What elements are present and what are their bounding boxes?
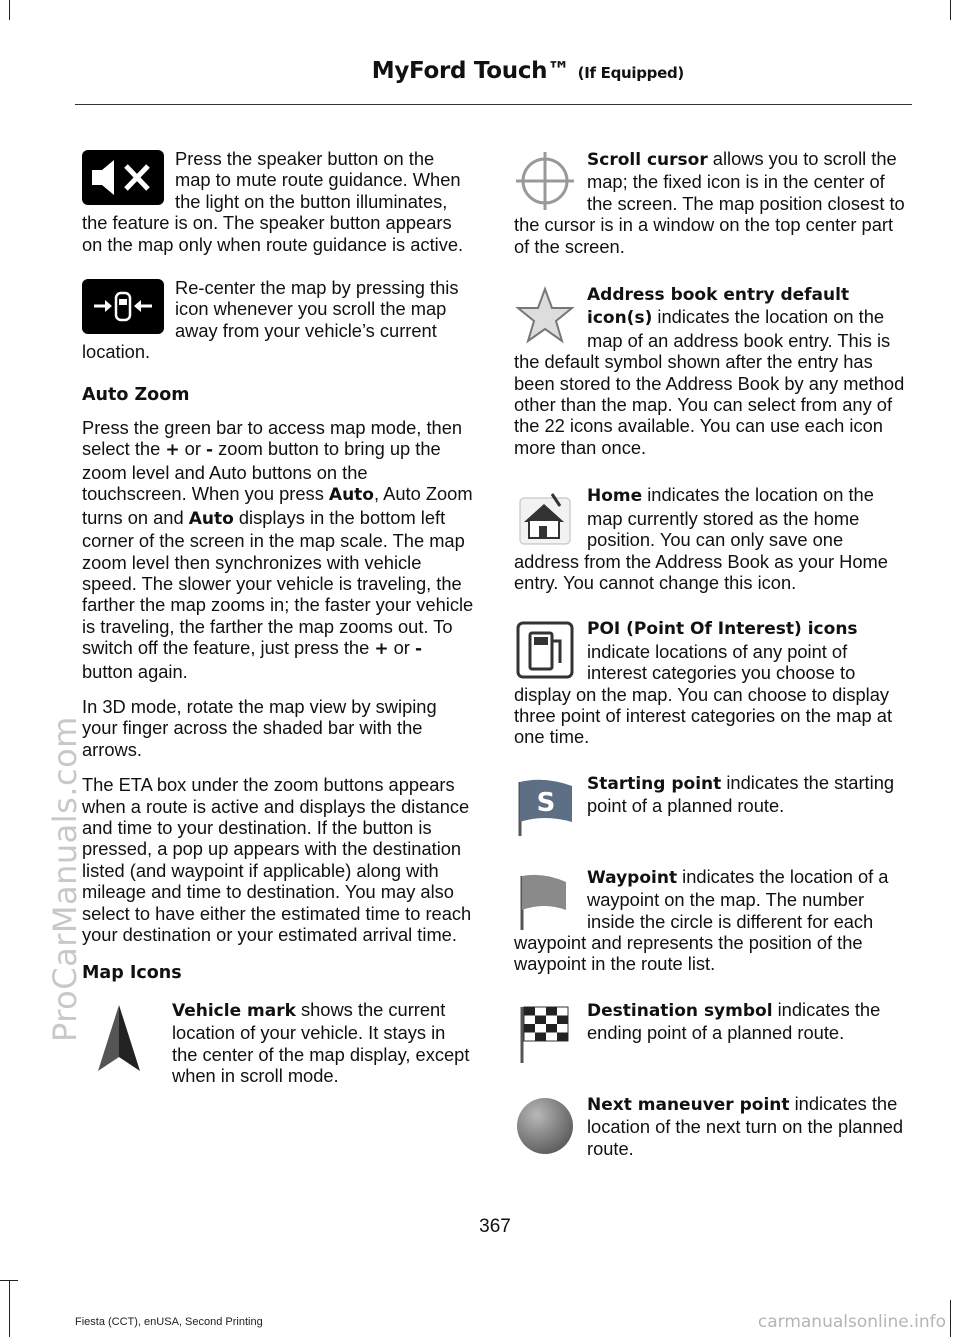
crop-mark xyxy=(950,1300,951,1337)
recenter-item-text: Re-center the map by pressing this icon whenever you scroll the map away from your vehicle’s current location. xyxy=(82,277,459,363)
header-rule xyxy=(75,104,912,105)
fuel-pump-icon xyxy=(514,619,576,681)
waypoint-text: Waypoint indicates the location of a waypoint on the map. The number inside the circle is different for each waypoint and represents the position of the waypoint in the route list. xyxy=(514,865,889,975)
destination-text: Destination symbol indicates the ending point of a planned route. xyxy=(587,998,881,1044)
svg-text:S: S xyxy=(536,787,556,818)
left-column xyxy=(82,148,474,1108)
starting-point-text: Starting point indicates the starting point of a planned route. xyxy=(587,771,895,817)
3d-mode-paragraph: In 3D mode, rotate the map view by swiping your finger across the shaded bar with the arrows. xyxy=(82,695,437,760)
star-icon xyxy=(514,285,576,347)
crop-mark xyxy=(9,1280,10,1337)
crosshair-icon xyxy=(514,150,576,212)
maneuver-ball-icon xyxy=(514,1095,576,1157)
mute-speaker-icon xyxy=(82,150,164,205)
page-number: 367 xyxy=(479,1216,511,1237)
crop-mark xyxy=(0,1280,18,1281)
vehicle-arrow-icon xyxy=(88,1001,150,1076)
eta-paragraph: The ETA box under the zoom buttons appears when a route is active and displays the distance and time to your destination. If the button is pressed, a pop up appears with the destination listed (and waypoint if applicable) along with mileage and time to destination. You may also select to have either the estimated time to reach your destination or your estimated arrival time. xyxy=(82,774,472,945)
home-item xyxy=(514,484,909,593)
sidebar-watermark: ProCarManuals.com xyxy=(46,716,84,1042)
mute-item-text: Press the speaker button on the map to mute route guidance. When the light on the button illuminates, the feature is on. The speaker button appears on the map only when route guidance is active. xyxy=(82,148,464,255)
checkered-flag-icon xyxy=(514,1001,576,1065)
watermark-text: carmanualsonline.info xyxy=(757,1312,946,1332)
home-icon xyxy=(514,486,576,548)
vehicle-mark-text: Vehicle mark shows the current location of your vehicle. It stays in the center of the map display, except when in scroll mode. xyxy=(172,998,470,1087)
home-text: Home indicates the location on the map currently stored as the home position. You can only save one address from the Address Book as your Home entry. You cannot change this icon. xyxy=(514,484,888,593)
starting-point-item xyxy=(514,772,909,838)
footer-text: Fiesta (CCT), enUSA, Second Printing xyxy=(75,1316,263,1328)
scroll-cursor-text: Scroll cursor allows you to scroll the map; the fixed icon is in the center of the screen. The map position closest to the cursor is in a window on the top center part of the screen. xyxy=(514,148,905,257)
scroll-cursor-item xyxy=(514,148,909,257)
destination-item xyxy=(514,999,909,1065)
address-book-item xyxy=(514,283,909,458)
crop-mark xyxy=(9,0,10,20)
start-flag-icon xyxy=(514,774,576,838)
recenter-item xyxy=(82,277,474,363)
map-icons-heading: Map Icons xyxy=(82,963,182,984)
recenter-icon xyxy=(82,279,164,334)
vehicle-mark-item xyxy=(82,999,474,1087)
waypoint-flag-icon xyxy=(514,868,576,932)
auto-zoom-heading: Auto Zoom xyxy=(82,384,190,405)
crop-mark xyxy=(950,0,951,20)
page-header-title: MyFord Touch™ (If Equipped) xyxy=(371,58,684,84)
poi-text: POI (Point Of Interest) icons indicate locations of any point of interest categories you choose to display on the map. You can choose to display three point of interest categories on the map at one time. xyxy=(514,619,893,748)
mute-item xyxy=(82,148,474,255)
next-maneuver-item xyxy=(514,1093,909,1159)
next-maneuver-text: Next maneuver point indicates the location of the next turn on the planned route. xyxy=(587,1092,904,1159)
waypoint-item xyxy=(514,866,909,975)
address-book-text: Address book entry default icon(s) indicates the location on the map of an address book entry. This is the default symbol shown after the entry has been stored to the Address Book by any method other than the map. You can select from any of the 22 icons available. You can use each icon more than once. xyxy=(514,285,905,458)
right-column xyxy=(514,148,909,1181)
poi-item xyxy=(514,617,909,747)
auto-zoom-paragraph: Press the green bar to access map mode, then select the + or - zoom button to bring up the zoom level and Auto buttons on the touchscreen. When you press Auto, Auto Zoom turns on and Auto displays in the bottom left corner of the screen in the map scale. The map zoom level then synchronizes with vehicle speed. The slower your vehicle is traveling, the farther the map zooms in; the faster your vehicle is traveling, the farther the map zooms out. To switch off the feature, just press the + or - button again. xyxy=(82,417,474,682)
